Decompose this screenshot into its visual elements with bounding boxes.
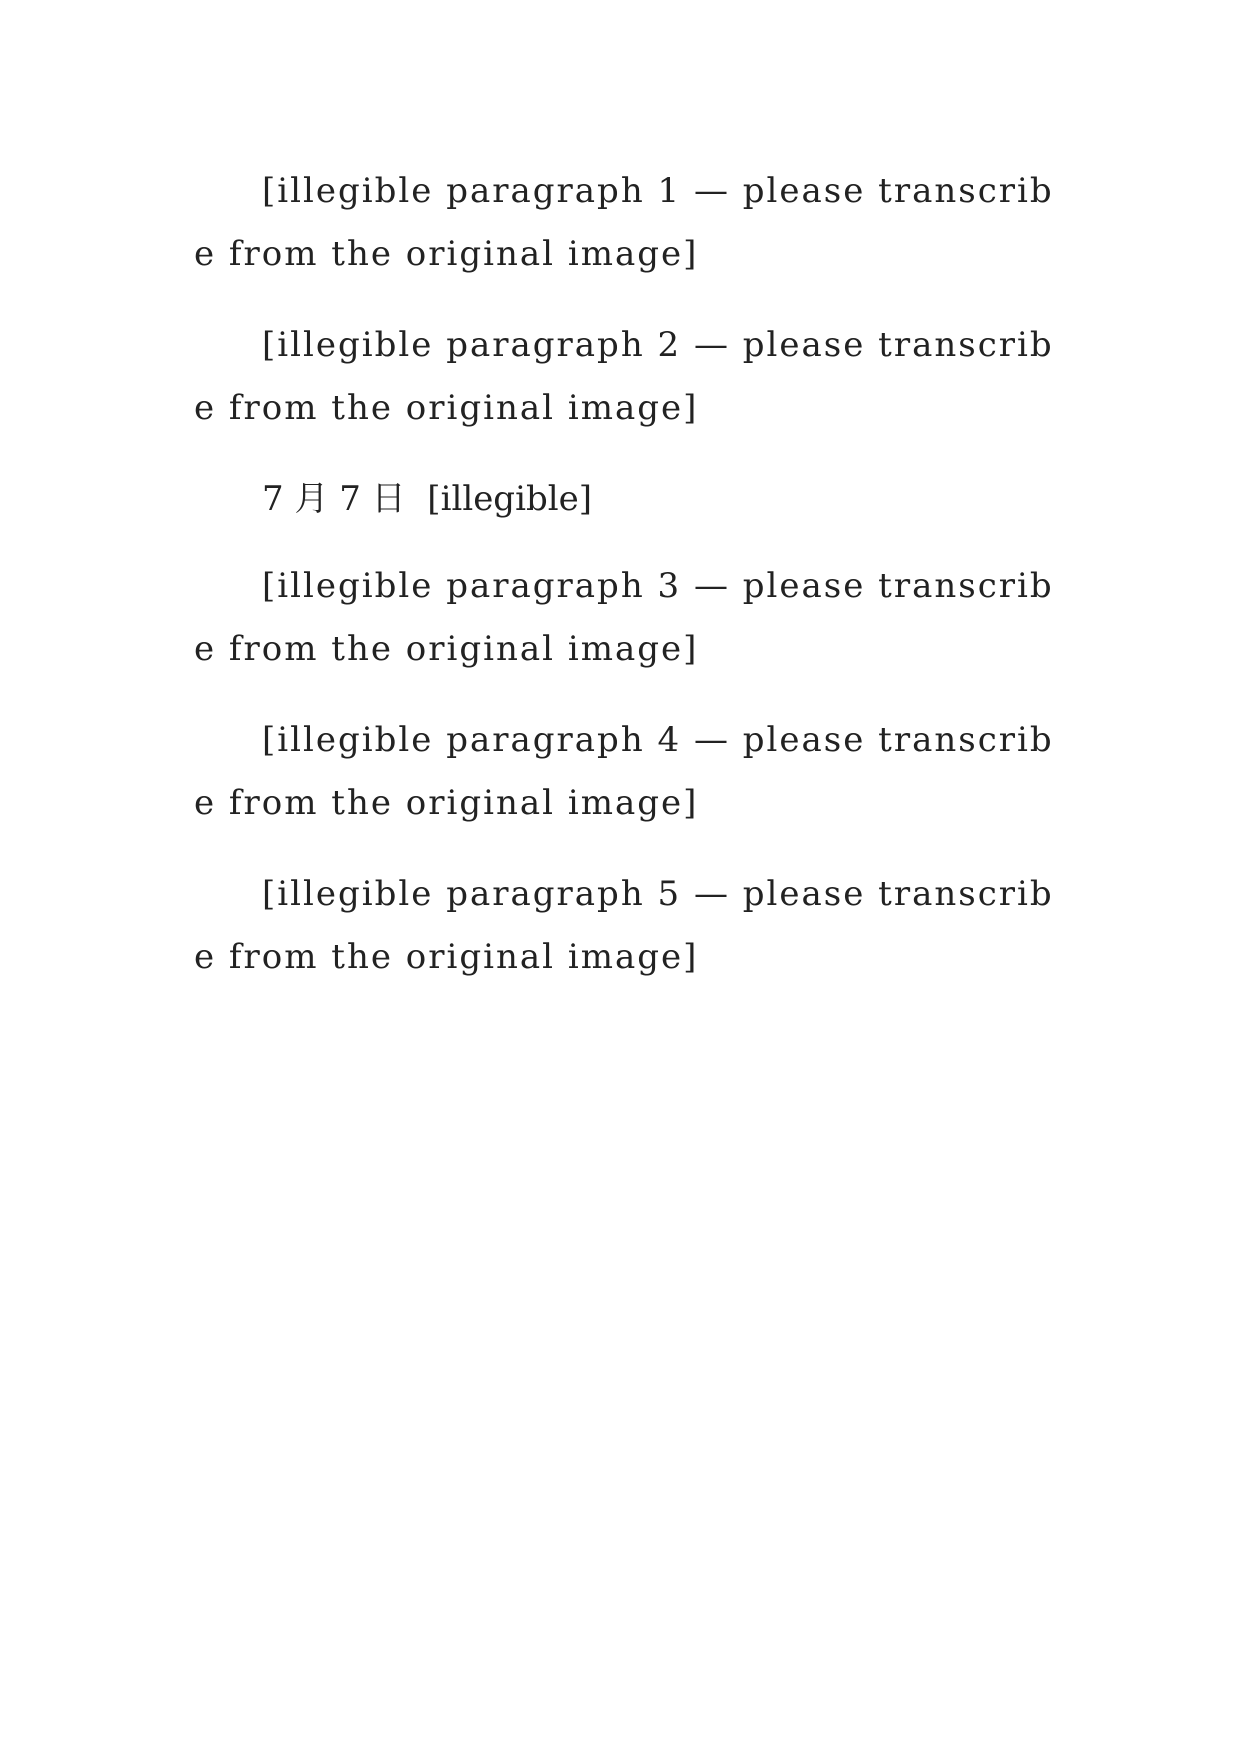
paragraph-3: [illegible paragraph 3 — please transcribe from the original image] (194, 566, 1054, 669)
paragraph-5: [illegible paragraph 5 — please transcribe from the original image] (194, 874, 1054, 977)
paragraph-1: [illegible paragraph 1 — please transcribe from the original image] (194, 171, 1054, 274)
date-line: 7 月 7 日 [illegible] (262, 479, 592, 519)
paragraph-2: [illegible paragraph 2 — please transcribe from the original image] (194, 325, 1054, 428)
document-body (194, 160, 1054, 1017)
paragraph-4: [illegible paragraph 4 — please transcribe from the original image] (194, 720, 1054, 823)
